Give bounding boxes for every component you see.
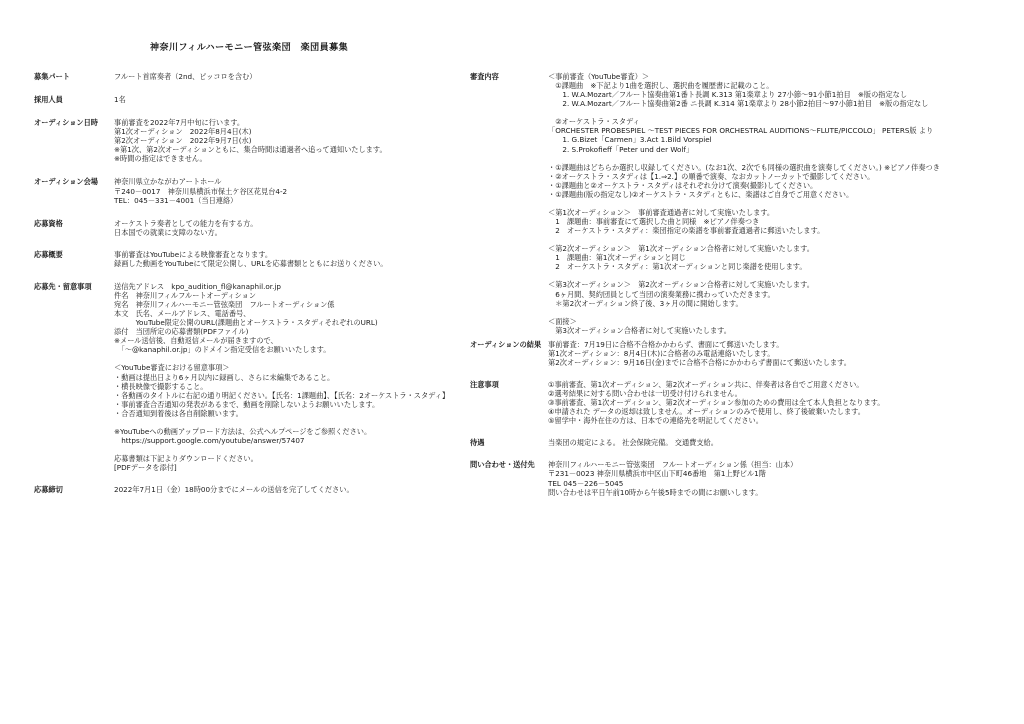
right-section	[470, 340, 1000, 367]
section-line: 第1次オーディション 2022年8月4日(木)	[114, 127, 252, 137]
section-line: 2022年7月1日（金）18時00分までにメールの送信を完了してください。	[114, 485, 354, 495]
section-label: 審査内容	[470, 72, 499, 81]
section-label: 応募先・留意事項	[34, 281, 92, 291]
section-line: ②オーケストラ・スタディ	[548, 117, 640, 127]
section-line: 第3次オーディション合格者に対して実施いたします。	[548, 325, 731, 335]
section-label: オーディション会場	[34, 177, 98, 187]
section-line: ・①課題曲(版の指定なし)②オーケストラ・スタディともに、楽譜はご自身でご用意ください。	[548, 189, 854, 199]
section-line	[548, 235, 1000, 244]
left-section	[34, 485, 452, 494]
section-body	[114, 118, 452, 163]
section-line: ・①課題曲はどちらか選択し収録してください。(なお1次、2次でも同様の選択曲を演奏してください。) ※ピアノ伴奏つき	[548, 162, 940, 172]
section-line: ・事前審査合否通知の発表があるまで、動画を削除しないようお願いいたします。	[114, 399, 380, 409]
section-line: オーケストラ奏者としての能力を有する方。	[114, 218, 258, 228]
section-line: 宛名 神奈川フィルハーモニー管弦楽団 フルートオーディション係	[114, 300, 335, 309]
section-line: ④申請された データの返却は致しません。オーディションのみで使用し、終了後破棄いたします。	[548, 407, 865, 417]
section-body	[114, 282, 452, 472]
left-section	[34, 177, 452, 204]
section-line: 2 オーケストラ・スタディ：第1次オーディションと同じ楽譜を使用します。	[548, 262, 807, 272]
section-line: ＜YouTube審査における留意事項＞	[114, 363, 230, 373]
section-line: ＜第1次オーディション＞ 事前審査通過者に対して実施いたします。	[548, 207, 775, 217]
section-line: ・合否通知到着後は各自削除願います。	[114, 408, 243, 418]
section-line: 件名 神奈川フィルフルートオーディション	[114, 290, 256, 300]
section-label: オーディションの結果	[470, 339, 542, 349]
section-line: ※時間の指定はできません。	[114, 154, 207, 164]
section-body	[114, 219, 452, 237]
right-column	[470, 72, 1000, 497]
section-body	[114, 250, 452, 268]
section-body	[548, 380, 1000, 425]
section-line: ②選考結果に対する問い合わせは一切受け付けられません。	[548, 389, 742, 399]
section-line: 事前審査はYouTubeによる映像審査となります。	[114, 249, 273, 259]
section-line	[548, 108, 1000, 117]
section-line: 1 課題曲：第1次オーディションと同じ	[548, 253, 686, 263]
left-section	[34, 250, 452, 268]
section-line: 1 課題曲：事前審査にて選択した曲と同様 ※ピアノ伴奏つき	[548, 217, 760, 226]
section-label: オーディション日時	[34, 118, 98, 128]
left-section	[34, 282, 452, 472]
page-title: 神奈川フィルハーモニー管弦楽団 楽団員募集	[150, 43, 349, 53]
section-line: 録画した動画をYouTubeにて限定公開し、URLを応募書類とともにお送りください。	[114, 258, 388, 268]
section-line: 神奈川フィルハーモニー管弦楽団 フルートオーディション係（担当：山本）	[548, 460, 798, 470]
section-line: 添付 当団所定の応募書類(PDFファイル)	[114, 327, 249, 337]
section-line	[548, 154, 1000, 163]
section-line: TEL：045－331－4001（当日連絡）	[114, 195, 238, 205]
section-label: 応募締切	[34, 485, 63, 495]
right-section	[470, 380, 1000, 425]
section-line: ・横長映像で撮影すること。	[114, 381, 208, 391]
section-line: 本文 氏名、メールアドレス、電話番号、	[114, 309, 251, 319]
section-line: 1. W.A.Mozart／フルート協奏曲第1番ト長調 K.313 第1楽章より 27小節～91小節1拍目 ※版の指定なし	[548, 90, 908, 100]
section-line: 6ヶ月間、契約団員として当団の演奏業務に携わっていただきます。	[548, 289, 775, 299]
section-line: ①課題曲 ※下記より1曲を選択し、選択曲を履歴書に記載のこと。	[548, 81, 774, 91]
section-line: 2. S.Prokofieff「Peter und der Wolf」	[548, 144, 694, 154]
section-line: https://support.google.com/youtube/answer/57407	[114, 435, 305, 445]
section-label: 募集パート	[34, 72, 70, 81]
section-line: 1. G.Bizet「Carmen」3.Act 1.Bild Vorspiel	[548, 135, 712, 145]
section-line: 第1次オーディション：8月4日(木)に合格者のみ電話連絡いたします。	[548, 348, 775, 358]
section-label: 採用人員	[34, 95, 63, 105]
section-line: フルート首席奏者（2nd、ピッコロを含む）	[114, 72, 257, 81]
section-line: ※メール送信後、自動返信メールが届きますので、	[114, 336, 278, 346]
section-line: ・各動画のタイトルに右記の通り明記ください。【氏名：1課題曲】、【氏名：2オーケストラ・スタディ】	[114, 390, 450, 400]
section-body	[548, 340, 1000, 367]
section-line: ＜面接＞	[548, 316, 577, 326]
section-line: ①事前審査、第1次オーディション、第2次オーディション共に、伴奏者は各自でご用意ください。	[548, 380, 864, 389]
section-line: 第2次オーディション：9月16日(金)までに合格不合格にかかわらず書面にて郵送いたします。	[548, 357, 851, 367]
section-line: 事前審査を2022年7月中旬に行います。	[114, 118, 245, 128]
section-line: YouTube限定公開のURL(課題曲とオーケストラ・スタディそれぞれのURL)	[114, 318, 378, 328]
right-section	[470, 72, 1000, 335]
section-line: ・①課題曲と②オーケストラ・スタディはそれぞれ分けて演奏(撮影)してください。	[548, 180, 818, 190]
section-line: 2 オーケストラ・スタディ：楽団指定の楽譜を事前審査通過者に郵送いたします。	[548, 226, 825, 236]
right-section	[470, 438, 1000, 447]
section-line: 事前審査：7月19日に合格不合格かかわらず、書面にて郵送いたします。	[548, 339, 784, 349]
section-label: 応募資格	[34, 218, 63, 228]
left-section	[34, 95, 452, 104]
section-line: 神奈川県立かながわアートホール	[114, 177, 222, 187]
section-line: 問い合わせは平日午前10時から午後5時までの間にお願いします。	[548, 487, 763, 497]
section-line: 2. W.A.Mozart／フルート協奏曲第2番 ニ長調 K.314 第1楽章より 28小節2拍目～97小節1拍目 ※版の指定なし	[548, 99, 929, 109]
section-line: ・②オーケストラ・スタディは【1.⇒2.】の順番で演奏、なおカットノーカットで撮影してください。	[548, 171, 875, 181]
section-label: 注意事項	[470, 380, 499, 389]
section-line: 「ORCHESTER PROBESPIEL ～TEST PIECES FOR ORCHESTRAL AUDITIONS～FLUTE/PICCOLO」 PETERS版 より	[548, 126, 934, 136]
section-body	[114, 177, 452, 204]
section-line: ・動画は提出日より6ヶ月以内に録画し、さらに未編集であること。	[114, 372, 335, 382]
section-line	[548, 199, 1000, 208]
section-line: ＜事前審査（YouTube審査）＞	[548, 72, 650, 81]
section-line: [PDFデータを添付]	[114, 463, 177, 473]
section-line: 〒231－0023 神奈川県横浜市中区山下町46番地 第1上野ビル1階	[548, 469, 766, 479]
section-line: ※YouTubeへの動画アップロード方法は、公式ヘルプページをご参照ください。	[114, 426, 372, 436]
section-line: 日本国での就業に支障のない方。	[114, 227, 222, 237]
section-body	[548, 438, 1000, 447]
section-line: 「～@kanaphil.or.jp」のドメイン指定受信をお願いいたします。	[114, 345, 331, 355]
section-line	[548, 308, 1000, 317]
section-line: ③事前審査、第1次オーディション、第2次オーディション参加のための費用は全て本人負担となります。	[548, 398, 885, 408]
section-line	[548, 271, 1000, 280]
section-line: 第2次オーディション 2022年9月7日(水)	[114, 136, 252, 146]
section-line: ＜第3次オーディション＞ 第2次オーディション合格者に対して実施いたします。	[548, 280, 814, 290]
section-line: 〒240－0017 神奈川県横浜市保土ケ谷区花見台4-2	[114, 186, 288, 196]
section-body	[114, 485, 452, 494]
section-body	[114, 95, 452, 104]
section-line	[114, 418, 452, 427]
left-section	[34, 219, 452, 237]
section-line: ＜第2次オーディション＞ 第1次オーディション合格者に対して実施いたします。	[548, 244, 814, 254]
section-line: 1名	[114, 95, 126, 105]
section-body	[548, 72, 1000, 335]
section-line	[114, 354, 452, 363]
left-section	[34, 72, 452, 81]
section-line: TEL 045－226－5045	[548, 478, 624, 488]
section-line: ＊第2次オーディション終了後、3ヶ月の間に開始します。	[548, 298, 743, 308]
section-body	[114, 72, 452, 81]
section-label: 問い合わせ・送付先	[470, 460, 535, 470]
section-body	[548, 460, 1000, 496]
left-section	[34, 118, 452, 163]
section-line: 当楽団の規定による。 社会保険完備。 交通費支給。	[548, 438, 718, 448]
section-line	[114, 445, 452, 454]
section-line: ※第1次、第2次オーディションともに、集合時間は通過者へ追って通知いたします。	[114, 145, 387, 155]
section-label: 応募概要	[34, 249, 63, 259]
left-column	[34, 72, 452, 494]
section-line: 応募書類は下記よりダウンロードください。	[114, 454, 258, 464]
section-line: ⑤留学中・海外在住の方は、日本での連絡先を明記してください。	[548, 416, 763, 426]
right-section	[470, 460, 1000, 496]
section-label: 待遇	[470, 438, 485, 448]
section-line: 送信先アドレス kpo_audition_fl@kanaphil.or.jp	[114, 281, 281, 291]
